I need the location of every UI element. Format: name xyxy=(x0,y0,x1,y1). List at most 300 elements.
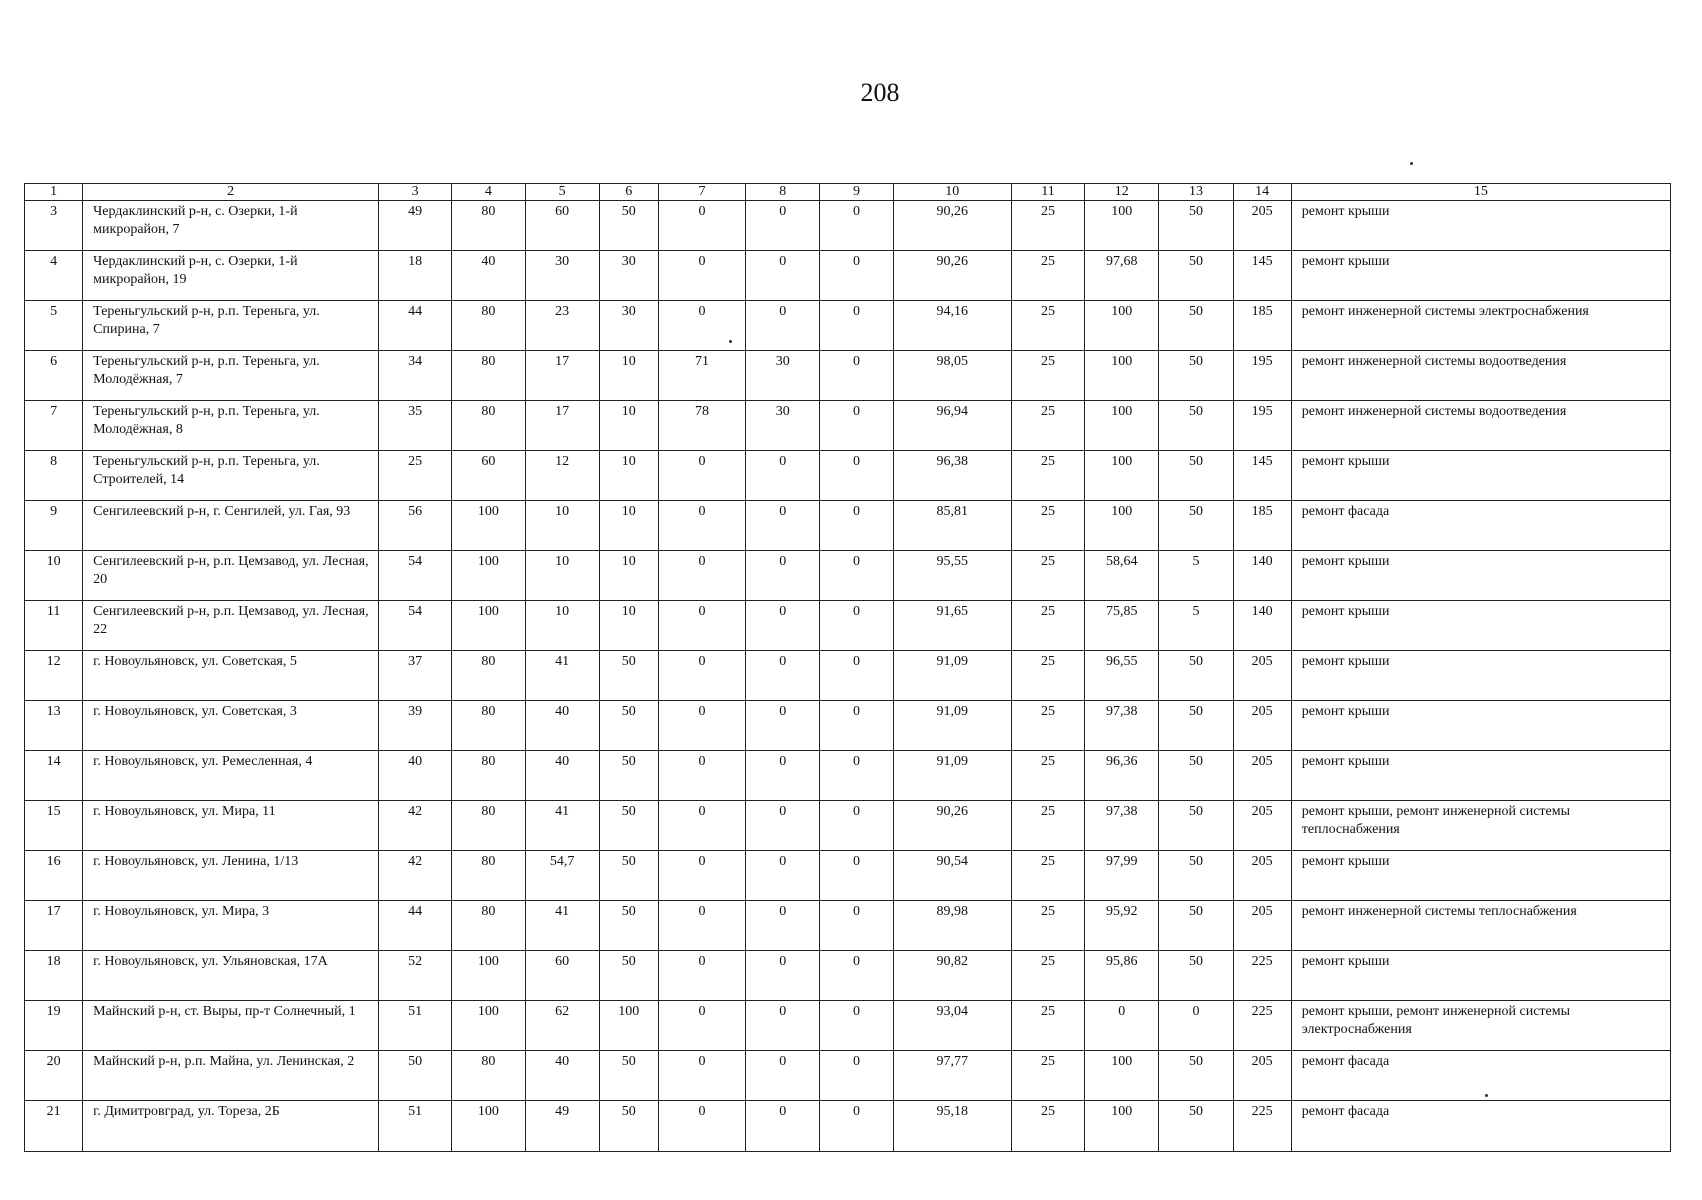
cell-col-5: 54,7 xyxy=(525,851,599,901)
cell-work-type: ремонт крыши xyxy=(1291,601,1670,651)
cell-col-8: 30 xyxy=(746,401,820,451)
cell-col-4: 100 xyxy=(452,551,525,601)
cell-col-6: 50 xyxy=(599,901,658,951)
cell-col-12: 100 xyxy=(1085,401,1159,451)
cell-col-5: 12 xyxy=(525,451,599,501)
cell-col-6: 50 xyxy=(599,851,658,901)
cell-col-10: 91,09 xyxy=(893,701,1011,751)
cell-col-6: 10 xyxy=(599,501,658,551)
cell-row-number: 20 xyxy=(25,1051,83,1101)
cell-work-type: ремонт крыши xyxy=(1291,851,1670,901)
column-header-8: 8 xyxy=(746,184,820,201)
cell-col-3: 42 xyxy=(379,851,452,901)
cell-col-10: 91,09 xyxy=(893,651,1011,701)
cell-col-11: 25 xyxy=(1011,551,1084,601)
cell-col-3: 37 xyxy=(379,651,452,701)
cell-address: Тереньгульский р-н, р.п. Тереньга, ул. Спирина, 7 xyxy=(83,301,379,351)
cell-col-7: 0 xyxy=(658,801,745,851)
cell-col-6: 10 xyxy=(599,601,658,651)
cell-row-number: 18 xyxy=(25,951,83,1001)
cell-row-number: 21 xyxy=(25,1101,83,1152)
cell-address: Тереньгульский р-н, р.п. Тереньга, ул. Молодёжная, 7 xyxy=(83,351,379,401)
cell-row-number: 19 xyxy=(25,1001,83,1051)
cell-col-3: 25 xyxy=(379,451,452,501)
cell-col-5: 60 xyxy=(525,201,599,251)
cell-col-8: 0 xyxy=(746,751,820,801)
cell-col-13: 50 xyxy=(1159,801,1233,851)
cell-col-6: 50 xyxy=(599,201,658,251)
table-row xyxy=(25,801,1671,851)
cell-col-12: 97,38 xyxy=(1085,801,1159,851)
column-header-9: 9 xyxy=(820,184,893,201)
cell-col-9: 0 xyxy=(820,651,893,701)
cell-col-9: 0 xyxy=(820,501,893,551)
cell-col-10: 85,81 xyxy=(893,501,1011,551)
cell-address: г. Новоульяновск, ул. Ленина, 1/13 xyxy=(83,851,379,901)
cell-col-10: 90,26 xyxy=(893,801,1011,851)
cell-col-5: 41 xyxy=(525,651,599,701)
cell-col-10: 91,09 xyxy=(893,751,1011,801)
cell-work-type: ремонт крыши xyxy=(1291,701,1670,751)
scan-speck xyxy=(1410,162,1413,165)
cell-col-8: 0 xyxy=(746,851,820,901)
cell-col-6: 50 xyxy=(599,1051,658,1101)
cell-col-12: 100 xyxy=(1085,351,1159,401)
cell-row-number: 12 xyxy=(25,651,83,701)
cell-col-12: 97,68 xyxy=(1085,251,1159,301)
cell-col-12: 97,38 xyxy=(1085,701,1159,751)
cell-col-7: 0 xyxy=(658,951,745,1001)
cell-col-9: 0 xyxy=(820,1101,893,1152)
cell-col-7: 0 xyxy=(658,1101,745,1152)
cell-col-9: 0 xyxy=(820,751,893,801)
cell-col-8: 0 xyxy=(746,651,820,701)
cell-address: Чердаклинский р-н, с. Озерки, 1-й микрорайон, 19 xyxy=(83,251,379,301)
cell-col-9: 0 xyxy=(820,1001,893,1051)
cell-col-7: 0 xyxy=(658,201,745,251)
cell-row-number: 15 xyxy=(25,801,83,851)
cell-col-10: 90,54 xyxy=(893,851,1011,901)
cell-row-number: 10 xyxy=(25,551,83,601)
table-row xyxy=(25,901,1671,951)
cell-col-8: 0 xyxy=(746,951,820,1001)
cell-col-6: 10 xyxy=(599,451,658,501)
table-row xyxy=(25,751,1671,801)
cell-work-type: ремонт инженерной системы водоотведения xyxy=(1291,351,1670,401)
cell-col-6: 50 xyxy=(599,801,658,851)
cell-col-7: 0 xyxy=(658,251,745,301)
table-body xyxy=(25,201,1671,1152)
cell-address: г. Новоульяновск, ул. Ульяновская, 17А xyxy=(83,951,379,1001)
table-row xyxy=(25,551,1671,601)
cell-col-11: 25 xyxy=(1011,1001,1084,1051)
cell-col-4: 80 xyxy=(452,651,525,701)
cell-col-5: 60 xyxy=(525,951,599,1001)
cell-col-14: 205 xyxy=(1233,1051,1291,1101)
cell-col-3: 56 xyxy=(379,501,452,551)
cell-address: г. Димитровград, ул. Тореза, 2Б xyxy=(83,1101,379,1152)
cell-col-5: 23 xyxy=(525,301,599,351)
cell-col-13: 50 xyxy=(1159,401,1233,451)
cell-col-11: 25 xyxy=(1011,701,1084,751)
cell-col-11: 25 xyxy=(1011,501,1084,551)
table-row xyxy=(25,701,1671,751)
cell-col-11: 25 xyxy=(1011,1051,1084,1101)
column-header-3: 3 xyxy=(379,184,452,201)
cell-col-12: 75,85 xyxy=(1085,601,1159,651)
cell-col-5: 30 xyxy=(525,251,599,301)
cell-col-9: 0 xyxy=(820,901,893,951)
cell-col-8: 30 xyxy=(746,351,820,401)
cell-col-11: 25 xyxy=(1011,951,1084,1001)
cell-col-5: 10 xyxy=(525,601,599,651)
cell-work-type: ремонт крыши xyxy=(1291,951,1670,1001)
column-header-10: 10 xyxy=(893,184,1011,201)
cell-col-3: 44 xyxy=(379,901,452,951)
cell-col-4: 80 xyxy=(452,351,525,401)
cell-col-7: 0 xyxy=(658,451,745,501)
cell-col-7: 0 xyxy=(658,551,745,601)
cell-col-5: 10 xyxy=(525,551,599,601)
cell-col-4: 80 xyxy=(452,701,525,751)
column-header-14: 14 xyxy=(1233,184,1291,201)
cell-col-12: 100 xyxy=(1085,201,1159,251)
cell-col-10: 90,26 xyxy=(893,251,1011,301)
cell-col-12: 95,86 xyxy=(1085,951,1159,1001)
cell-col-11: 25 xyxy=(1011,901,1084,951)
cell-col-14: 145 xyxy=(1233,451,1291,501)
cell-col-12: 100 xyxy=(1085,1101,1159,1152)
cell-col-14: 145 xyxy=(1233,251,1291,301)
cell-col-7: 0 xyxy=(658,1051,745,1101)
table-row xyxy=(25,251,1671,301)
cell-col-4: 60 xyxy=(452,451,525,501)
cell-col-11: 25 xyxy=(1011,1101,1084,1152)
cell-col-10: 90,82 xyxy=(893,951,1011,1001)
table-row xyxy=(25,1101,1671,1152)
cell-col-11: 25 xyxy=(1011,251,1084,301)
cell-address: Сенгилеевский р-н, р.п. Цемзавод, ул. Лесная, 22 xyxy=(83,601,379,651)
cell-col-7: 0 xyxy=(658,851,745,901)
cell-col-4: 80 xyxy=(452,751,525,801)
cell-col-11: 25 xyxy=(1011,751,1084,801)
cell-col-14: 195 xyxy=(1233,351,1291,401)
cell-col-5: 40 xyxy=(525,751,599,801)
cell-col-6: 50 xyxy=(599,701,658,751)
cell-col-13: 50 xyxy=(1159,251,1233,301)
cell-col-3: 42 xyxy=(379,801,452,851)
cell-col-13: 50 xyxy=(1159,351,1233,401)
cell-col-14: 185 xyxy=(1233,301,1291,351)
cell-col-3: 40 xyxy=(379,751,452,801)
cell-address: г. Новоульяновск, ул. Ремесленная, 4 xyxy=(83,751,379,801)
cell-col-9: 0 xyxy=(820,251,893,301)
cell-col-14: 205 xyxy=(1233,651,1291,701)
cell-work-type: ремонт крыши xyxy=(1291,651,1670,701)
cell-col-4: 80 xyxy=(452,901,525,951)
cell-col-14: 205 xyxy=(1233,751,1291,801)
cell-col-5: 17 xyxy=(525,351,599,401)
cell-col-9: 0 xyxy=(820,201,893,251)
column-header-2: 2 xyxy=(83,184,379,201)
cell-work-type: ремонт крыши, ремонт инженерной системы теплоснабжения xyxy=(1291,801,1670,851)
cell-col-5: 17 xyxy=(525,401,599,451)
cell-col-8: 0 xyxy=(746,1001,820,1051)
cell-col-10: 94,16 xyxy=(893,301,1011,351)
cell-col-4: 100 xyxy=(452,1101,525,1152)
cell-col-3: 49 xyxy=(379,201,452,251)
cell-col-7: 0 xyxy=(658,501,745,551)
cell-row-number: 14 xyxy=(25,751,83,801)
cell-col-6: 50 xyxy=(599,951,658,1001)
cell-col-13: 0 xyxy=(1159,1001,1233,1051)
cell-col-6: 30 xyxy=(599,251,658,301)
cell-address: Майнский р-н, ст. Выры, пр-т Солнечный, 1 xyxy=(83,1001,379,1051)
cell-col-5: 41 xyxy=(525,901,599,951)
cell-col-7: 71 xyxy=(658,351,745,401)
table-row xyxy=(25,601,1671,651)
cell-col-3: 54 xyxy=(379,601,452,651)
cell-col-11: 25 xyxy=(1011,301,1084,351)
cell-row-number: 13 xyxy=(25,701,83,751)
page-number: 208 xyxy=(860,78,900,107)
cell-col-4: 80 xyxy=(452,851,525,901)
cell-col-7: 0 xyxy=(658,1001,745,1051)
cell-col-11: 25 xyxy=(1011,801,1084,851)
cell-col-3: 52 xyxy=(379,951,452,1001)
column-header-4: 4 xyxy=(452,184,525,201)
cell-col-5: 40 xyxy=(525,1051,599,1101)
cell-col-4: 80 xyxy=(452,801,525,851)
cell-col-10: 90,26 xyxy=(893,201,1011,251)
cell-col-7: 0 xyxy=(658,751,745,801)
cell-col-4: 100 xyxy=(452,951,525,1001)
cell-col-11: 25 xyxy=(1011,401,1084,451)
cell-work-type: ремонт крыши xyxy=(1291,251,1670,301)
cell-col-6: 100 xyxy=(599,1001,658,1051)
cell-col-11: 25 xyxy=(1011,201,1084,251)
cell-col-14: 205 xyxy=(1233,701,1291,751)
cell-col-8: 0 xyxy=(746,251,820,301)
column-header-11: 11 xyxy=(1011,184,1084,201)
cell-col-13: 5 xyxy=(1159,551,1233,601)
cell-address: Сенгилеевский р-н, г. Сенгилей, ул. Гая, 93 xyxy=(83,501,379,551)
cell-col-3: 34 xyxy=(379,351,452,401)
cell-col-3: 51 xyxy=(379,1101,452,1152)
column-header-7: 7 xyxy=(658,184,745,201)
cell-col-14: 225 xyxy=(1233,1101,1291,1152)
cell-col-4: 80 xyxy=(452,1051,525,1101)
cell-col-14: 185 xyxy=(1233,501,1291,551)
table-row xyxy=(25,1001,1671,1051)
cell-col-4: 80 xyxy=(452,201,525,251)
cell-col-13: 5 xyxy=(1159,601,1233,651)
cell-col-13: 50 xyxy=(1159,751,1233,801)
table-row xyxy=(25,201,1671,251)
cell-col-7: 0 xyxy=(658,301,745,351)
cell-work-type: ремонт крыши, ремонт инженерной системы электроснабжения xyxy=(1291,1001,1670,1051)
cell-col-8: 0 xyxy=(746,601,820,651)
cell-col-8: 0 xyxy=(746,451,820,501)
cell-col-12: 100 xyxy=(1085,451,1159,501)
cell-col-13: 50 xyxy=(1159,201,1233,251)
cell-row-number: 11 xyxy=(25,601,83,651)
cell-col-4: 80 xyxy=(452,401,525,451)
cell-col-7: 0 xyxy=(658,601,745,651)
cell-col-13: 50 xyxy=(1159,1101,1233,1152)
column-header-5: 5 xyxy=(525,184,599,201)
cell-col-5: 62 xyxy=(525,1001,599,1051)
cell-row-number: 6 xyxy=(25,351,83,401)
cell-work-type: ремонт фасада xyxy=(1291,501,1670,551)
cell-col-12: 96,36 xyxy=(1085,751,1159,801)
cell-col-13: 50 xyxy=(1159,901,1233,951)
cell-col-11: 25 xyxy=(1011,651,1084,701)
cell-col-3: 54 xyxy=(379,551,452,601)
cell-col-14: 140 xyxy=(1233,551,1291,601)
column-header-13: 13 xyxy=(1159,184,1233,201)
cell-col-5: 40 xyxy=(525,701,599,751)
cell-col-11: 25 xyxy=(1011,851,1084,901)
column-header-6: 6 xyxy=(599,184,658,201)
cell-col-8: 0 xyxy=(746,1051,820,1101)
cell-work-type: ремонт крыши xyxy=(1291,751,1670,801)
cell-col-3: 18 xyxy=(379,251,452,301)
cell-col-13: 50 xyxy=(1159,951,1233,1001)
cell-col-10: 98,05 xyxy=(893,351,1011,401)
cell-col-4: 100 xyxy=(452,601,525,651)
scan-speck xyxy=(1485,1094,1488,1097)
column-header-12: 12 xyxy=(1085,184,1159,201)
cell-col-9: 0 xyxy=(820,701,893,751)
cell-col-5: 41 xyxy=(525,801,599,851)
cell-work-type: ремонт инженерной системы водоотведения xyxy=(1291,401,1670,451)
table-row xyxy=(25,401,1671,451)
cell-col-3: 50 xyxy=(379,1051,452,1101)
cell-col-14: 205 xyxy=(1233,801,1291,851)
cell-col-13: 50 xyxy=(1159,301,1233,351)
cell-row-number: 16 xyxy=(25,851,83,901)
cell-col-9: 0 xyxy=(820,401,893,451)
column-header-1: 1 xyxy=(25,184,83,201)
cell-address: г. Новоульяновск, ул. Советская, 5 xyxy=(83,651,379,701)
cell-col-3: 51 xyxy=(379,1001,452,1051)
cell-col-10: 91,65 xyxy=(893,601,1011,651)
cell-col-14: 205 xyxy=(1233,201,1291,251)
cell-col-12: 0 xyxy=(1085,1001,1159,1051)
table-row xyxy=(25,1051,1671,1101)
scan-speck xyxy=(729,340,732,343)
cell-col-9: 0 xyxy=(820,301,893,351)
cell-col-13: 50 xyxy=(1159,651,1233,701)
cell-col-12: 58,64 xyxy=(1085,551,1159,601)
cell-col-3: 44 xyxy=(379,301,452,351)
cell-col-6: 10 xyxy=(599,351,658,401)
cell-address: Чердаклинский р-н, с. Озерки, 1-й микрорайон, 7 xyxy=(83,201,379,251)
cell-work-type: ремонт инженерной системы электроснабжения xyxy=(1291,301,1670,351)
cell-address: Майнский р-н, р.п. Майна, ул. Ленинская, 2 xyxy=(83,1051,379,1101)
cell-work-type: ремонт фасада xyxy=(1291,1051,1670,1101)
cell-col-8: 0 xyxy=(746,551,820,601)
cell-col-7: 0 xyxy=(658,701,745,751)
cell-col-8: 0 xyxy=(746,901,820,951)
cell-col-8: 0 xyxy=(746,201,820,251)
cell-col-10: 89,98 xyxy=(893,901,1011,951)
cell-address: Сенгилеевский р-н, р.п. Цемзавод, ул. Лесная, 20 xyxy=(83,551,379,601)
table-row xyxy=(25,851,1671,901)
cell-row-number: 4 xyxy=(25,251,83,301)
cell-col-4: 100 xyxy=(452,1001,525,1051)
cell-address: г. Новоульяновск, ул. Советская, 3 xyxy=(83,701,379,751)
cell-col-4: 40 xyxy=(452,251,525,301)
cell-col-6: 10 xyxy=(599,551,658,601)
cell-col-7: 0 xyxy=(658,901,745,951)
cell-col-9: 0 xyxy=(820,851,893,901)
cell-col-8: 0 xyxy=(746,701,820,751)
cell-col-10: 96,38 xyxy=(893,451,1011,501)
cell-col-9: 0 xyxy=(820,951,893,1001)
cell-col-8: 0 xyxy=(746,801,820,851)
cell-address: г. Новоульяновск, ул. Мира, 3 xyxy=(83,901,379,951)
cell-col-14: 205 xyxy=(1233,851,1291,901)
cell-col-11: 25 xyxy=(1011,351,1084,401)
cell-row-number: 7 xyxy=(25,401,83,451)
cell-row-number: 5 xyxy=(25,301,83,351)
cell-col-5: 49 xyxy=(525,1101,599,1152)
cell-col-6: 50 xyxy=(599,751,658,801)
table-row xyxy=(25,501,1671,551)
cell-col-10: 95,18 xyxy=(893,1101,1011,1152)
table-row xyxy=(25,951,1671,1001)
cell-col-10: 93,04 xyxy=(893,1001,1011,1051)
cell-work-type: ремонт крыши xyxy=(1291,551,1670,601)
cell-col-13: 50 xyxy=(1159,1051,1233,1101)
cell-col-12: 95,92 xyxy=(1085,901,1159,951)
data-table xyxy=(24,183,1671,1152)
cell-col-5: 10 xyxy=(525,501,599,551)
cell-col-10: 95,55 xyxy=(893,551,1011,601)
cell-col-9: 0 xyxy=(820,1051,893,1101)
cell-col-12: 96,55 xyxy=(1085,651,1159,701)
cell-col-8: 0 xyxy=(746,301,820,351)
cell-col-8: 0 xyxy=(746,501,820,551)
cell-col-12: 100 xyxy=(1085,1051,1159,1101)
cell-col-10: 97,77 xyxy=(893,1051,1011,1101)
cell-col-9: 0 xyxy=(820,551,893,601)
cell-address: Тереньгульский р-н, р.п. Тереньга, ул. Строителей, 14 xyxy=(83,451,379,501)
cell-col-9: 0 xyxy=(820,351,893,401)
cell-col-9: 0 xyxy=(820,601,893,651)
cell-col-12: 100 xyxy=(1085,301,1159,351)
cell-col-9: 0 xyxy=(820,801,893,851)
cell-col-12: 97,99 xyxy=(1085,851,1159,901)
header-row xyxy=(25,184,1671,201)
cell-col-7: 0 xyxy=(658,651,745,701)
cell-address: г. Новоульяновск, ул. Мира, 11 xyxy=(83,801,379,851)
cell-col-13: 50 xyxy=(1159,451,1233,501)
cell-row-number: 17 xyxy=(25,901,83,951)
cell-work-type: ремонт крыши xyxy=(1291,201,1670,251)
cell-col-6: 30 xyxy=(599,301,658,351)
cell-col-6: 50 xyxy=(599,1101,658,1152)
cell-col-3: 35 xyxy=(379,401,452,451)
cell-col-8: 0 xyxy=(746,1101,820,1152)
cell-col-6: 10 xyxy=(599,401,658,451)
cell-col-4: 80 xyxy=(452,301,525,351)
column-header-15: 15 xyxy=(1291,184,1670,201)
cell-col-13: 50 xyxy=(1159,501,1233,551)
cell-col-11: 25 xyxy=(1011,601,1084,651)
